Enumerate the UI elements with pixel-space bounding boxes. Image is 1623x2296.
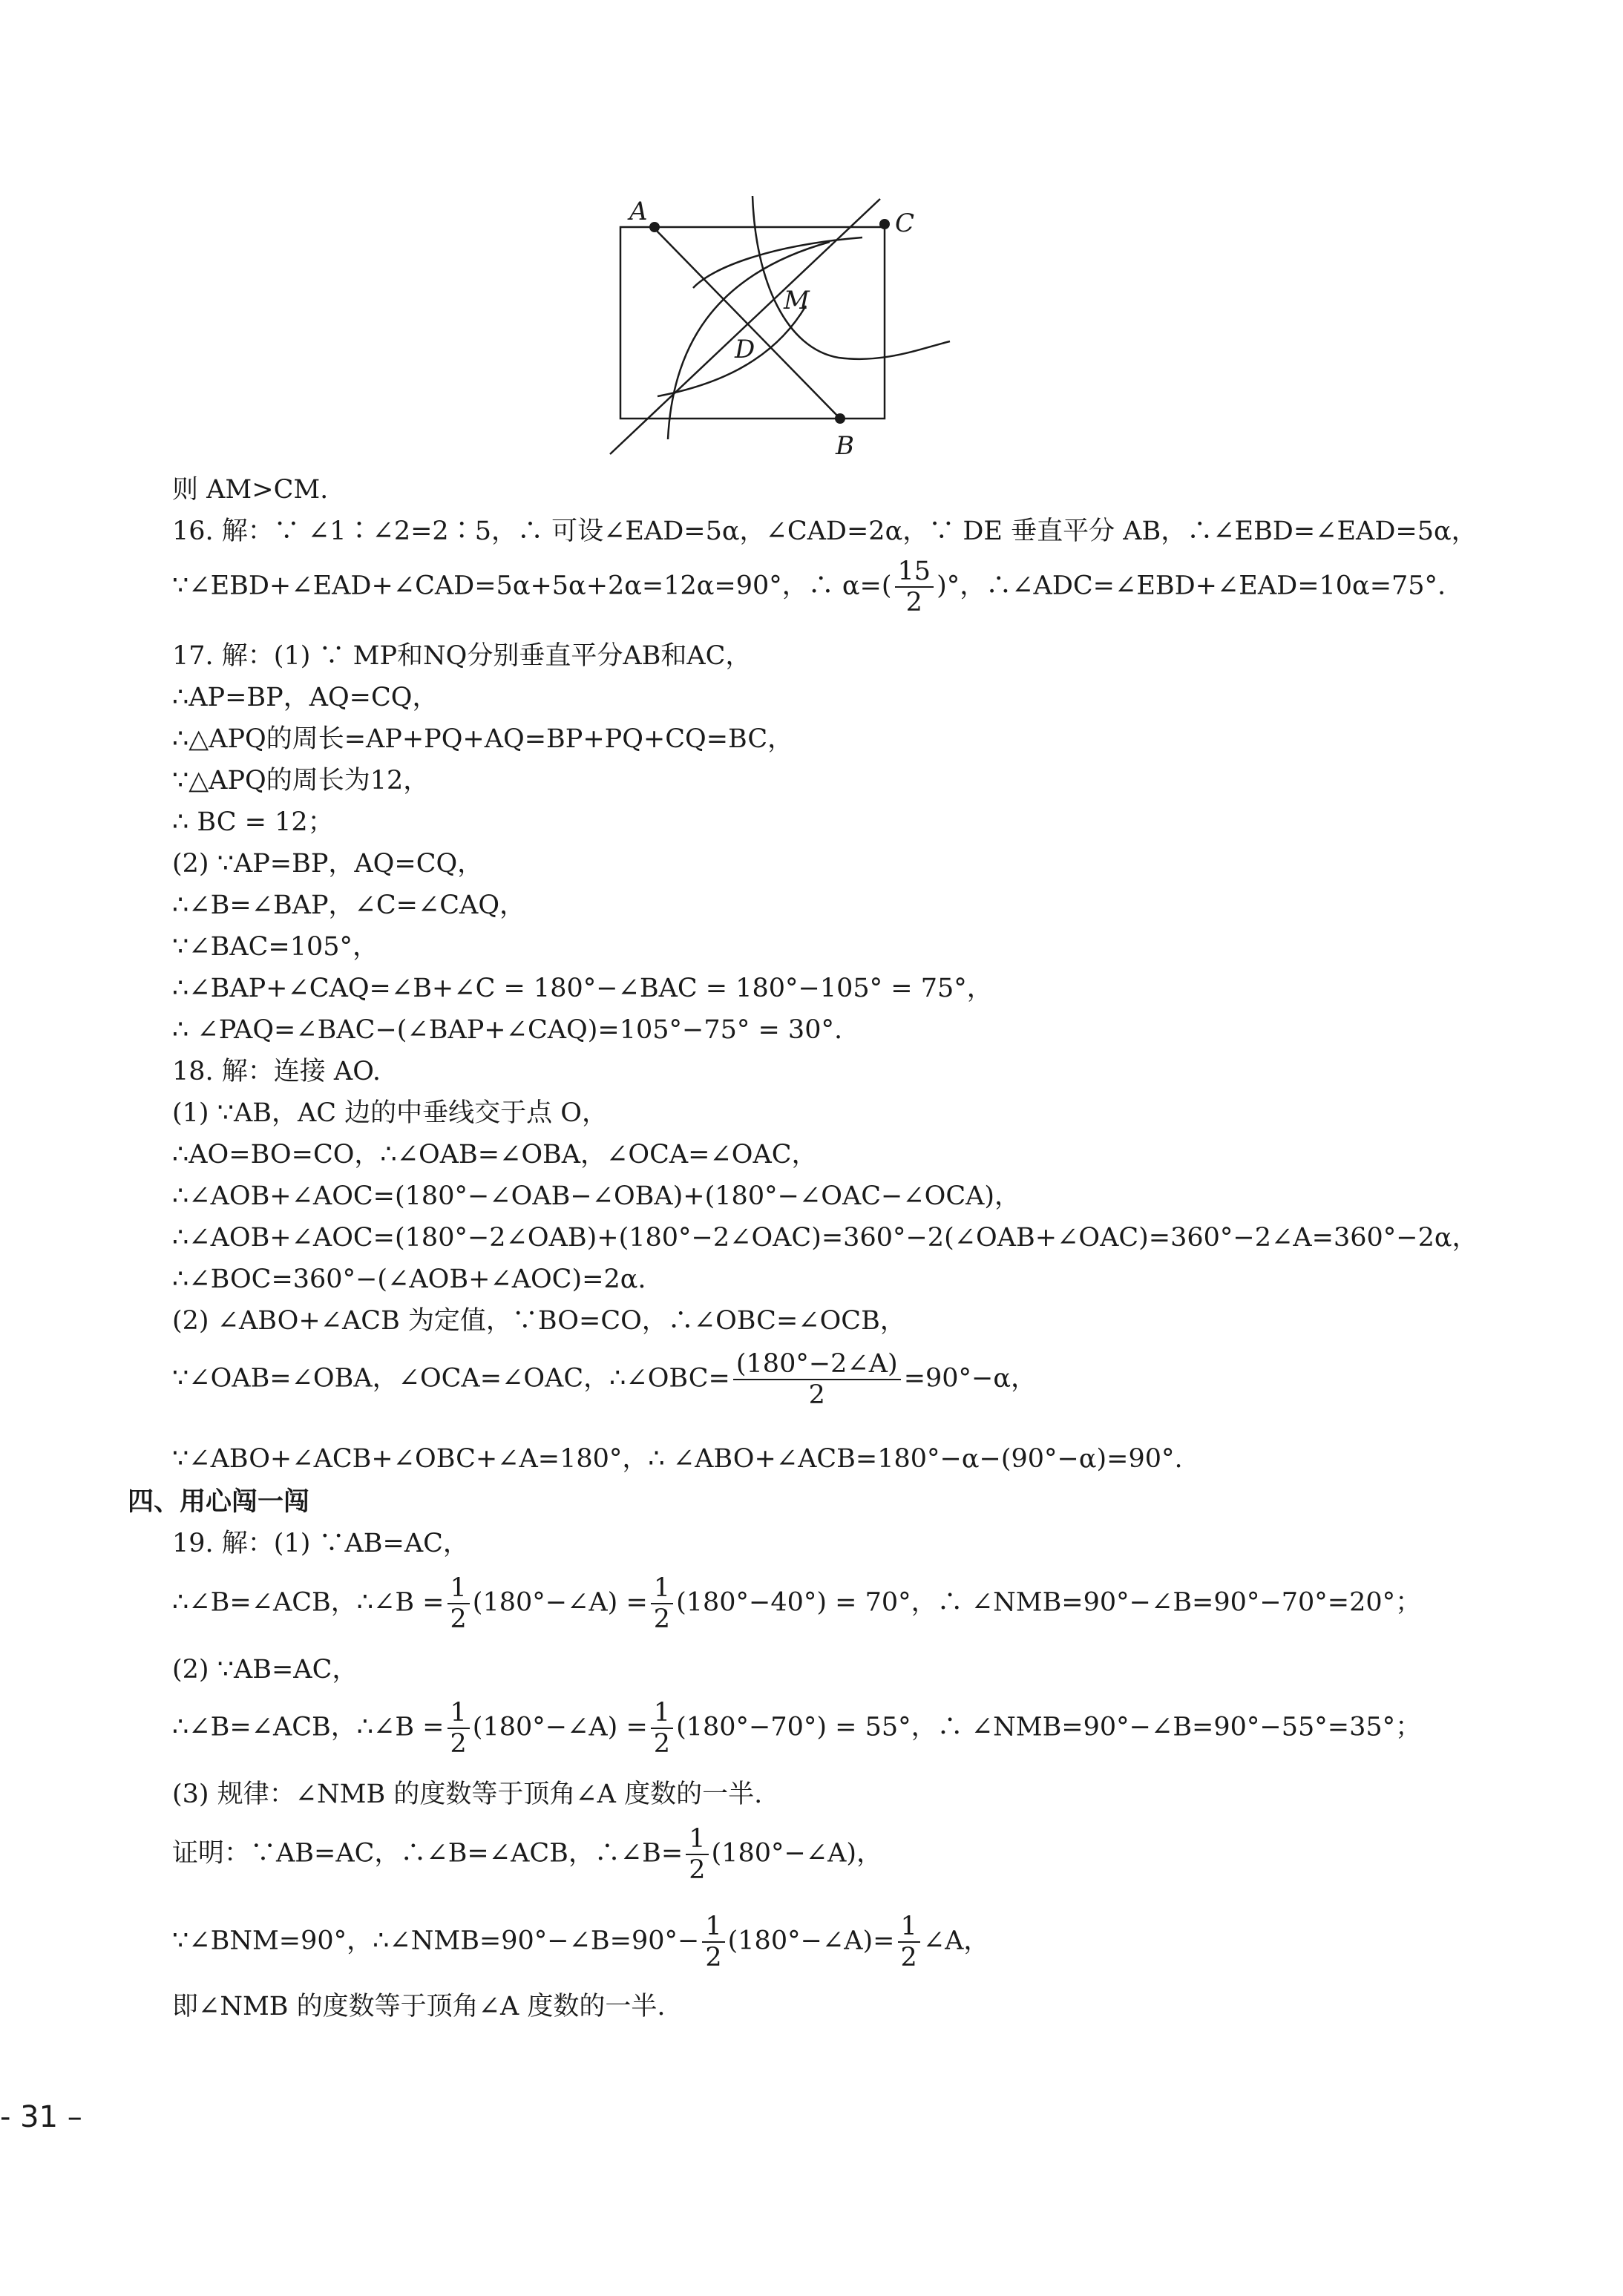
q19-1-text-b: (180°−∠A) =	[472, 1587, 648, 1618]
section-heading-4: 四、用心闯一闯	[128, 1487, 310, 1517]
label-a: A	[629, 197, 648, 226]
line-q17-8: ∵∠BAC=105°，	[172, 932, 379, 962]
fraction-denominator: 2	[808, 1380, 825, 1410]
point-a	[649, 222, 660, 232]
fraction-one-half	[447, 1573, 470, 1634]
q16-text-a: ∵∠EBD+∠EAD+∠CAD=5α+5α+2α=12α=90°，∴ α=(	[172, 571, 892, 601]
proof-text-a: 证明：∵AB=AC，∴∠B=∠ACB，∴∠B=	[172, 1838, 683, 1869]
line-q18-6: ∴∠BOC=360°−(∠AOB+∠AOC)=2α.	[172, 1265, 646, 1294]
line-q19-1: 19. 解：(1) ∵AB=AC，	[172, 1529, 469, 1558]
line-q17-5: ∴ BC = 12；	[172, 807, 334, 837]
fraction-denominator: 2	[905, 588, 922, 617]
line-q19-7	[172, 1912, 989, 1972]
line-q18-3: ∴AO=BO=CO，∴∠OAB=∠OBA，∠OCA=∠OAC，	[172, 1140, 818, 1170]
proof-text-b: (180°−∠A)，	[711, 1838, 883, 1869]
q16-text-b: )°，∴∠ADC=∠EBD+∠EAD=10α=75°.	[937, 571, 1446, 601]
line-q18-7: (2) ∠ABO+∠ACB 为定值，∵BO=CO，∴∠OBC=∠OCB，	[172, 1306, 906, 1336]
line-q19-6	[172, 1824, 882, 1885]
fraction-numerator: 1	[447, 1573, 470, 1604]
line-q19-5: (3) 规律：∠NMB 的度数等于顶角∠A 度数的一半.	[172, 1780, 763, 1809]
fraction-numerator: 1	[898, 1912, 920, 1943]
fraction-numerator: 1	[702, 1912, 724, 1943]
label-c: C	[895, 209, 915, 238]
line-q18-5: ∴∠AOB+∠AOC=(180°−2∠OAB)+(180°−2∠OAC)=360°−2(∠OAB+∠OAC)=360°−2∠A=360°−2α，	[172, 1223, 1478, 1253]
line-q18-2: (1) ∵AB，AC 边的中垂线交于点 O，	[172, 1098, 608, 1128]
fraction-one-half	[686, 1824, 708, 1885]
line-q18-8	[172, 1349, 1037, 1410]
point-b	[835, 413, 845, 424]
fraction-denominator: 2	[450, 1729, 467, 1759]
fraction-one-half	[651, 1573, 673, 1634]
q19-2-text-b: (180°−∠A) =	[472, 1712, 648, 1742]
figure-arc-4	[693, 237, 862, 288]
line-q19-3: (2) ∵AB=AC，	[172, 1655, 358, 1685]
fraction-15-2	[895, 557, 934, 617]
line-q18-1: 18. 解：连接 AO.	[172, 1057, 381, 1086]
line-q19-4	[172, 1698, 1421, 1759]
figure-line-ab	[653, 227, 840, 419]
label-d: D	[735, 335, 755, 364]
line-q17-4: ∵△APQ的周长为12，	[172, 766, 430, 796]
fraction-denominator: 2	[900, 1943, 917, 1972]
figure-rectangle	[620, 227, 885, 419]
fraction-numerator: 1	[651, 1573, 673, 1604]
label-m: M	[784, 286, 810, 315]
line-conclusion-am-cm: 则 AM>CM.	[172, 475, 329, 505]
line-q19-8: 即∠NMB 的度数等于顶角∠A 度数的一半.	[172, 1992, 666, 2021]
fraction-one-half	[898, 1912, 920, 1972]
line-q17-1: 17. 解：(1) ∵ MP和NQ分别垂直平分AB和AC，	[172, 641, 752, 671]
label-b: B	[836, 431, 854, 461]
line-q17-2: ∴AP=BP，AQ=CQ，	[172, 683, 439, 712]
line-q16-1: 16. 解：∵ ∠1∶∠2=2∶5，∴ 可设∠EAD=5α，∠CAD=2α，∵ DE 垂直平分 AB，∴∠EBD=∠EAD=5α，	[172, 516, 1478, 546]
fraction-denominator: 2	[705, 1943, 722, 1972]
fraction-denominator: 2	[653, 1604, 671, 1634]
line-q17-10: ∴ ∠PAQ=∠BAC−(∠BAP+∠CAQ)=105°−75° = 30°.	[172, 1015, 843, 1045]
fraction-numerator: 1	[686, 1824, 708, 1855]
line-q16-2	[172, 557, 1446, 617]
line-q19-2	[172, 1573, 1421, 1634]
point-c	[879, 219, 890, 229]
line-q17-7: ∴∠B=∠BAP，∠C=∠CAQ，	[172, 890, 526, 920]
q19-1-text-c: (180°−40°) = 70°，∴ ∠NMB=90°−∠B=90°−70°=20°；	[676, 1587, 1422, 1618]
fraction-denominator: 2	[450, 1604, 467, 1634]
q18-text-a: ∵∠OAB=∠OBA，∠OCA=∠OAC，∴∠OBC=	[172, 1363, 730, 1394]
figure-arc-3	[753, 196, 950, 359]
page-number: - 31 –	[0, 2100, 82, 2134]
fraction-one-half	[702, 1912, 724, 1972]
fraction-denominator: 2	[689, 1855, 706, 1885]
q19-2-text-c: (180°−70°) = 55°，∴ ∠NMB=90°−∠B=90°−55°=35°；	[676, 1712, 1422, 1742]
fraction-numerator: 15	[895, 557, 934, 588]
fraction-one-half	[447, 1698, 470, 1759]
geometry-figure	[601, 186, 957, 468]
fraction-denominator: 2	[653, 1729, 671, 1759]
fraction-numerator: 1	[447, 1698, 470, 1729]
q19-2-text-a: ∴∠B=∠ACB，∴∠B =	[172, 1712, 445, 1742]
proof-text-d: (180°−∠A)=	[727, 1926, 895, 1956]
figure-arc-2	[658, 306, 806, 396]
line-q18-9: ∵∠ABO+∠ACB+∠OBC+∠A=180°，∴ ∠ABO+∠ACB=180°−α−(90°−α)=90°.	[172, 1444, 1183, 1474]
line-q17-6: (2) ∵AP=BP，AQ=CQ，	[172, 849, 484, 879]
q18-text-b: =90°−α，	[903, 1363, 1037, 1394]
line-q17-9: ∴∠BAP+∠CAQ=∠B+∠C = 180°−∠BAC = 180°−105° = 75°，	[172, 974, 993, 1003]
fraction-one-half	[651, 1698, 673, 1759]
fraction-180-2a-over-2	[733, 1349, 901, 1410]
fraction-numerator: (180°−2∠A)	[733, 1349, 901, 1380]
q19-1-text-a: ∴∠B=∠ACB，∴∠B =	[172, 1587, 445, 1618]
proof-text-c: ∵∠BNM=90°，∴∠NMB=90°−∠B=90°−	[172, 1926, 700, 1956]
proof-text-e: ∠A，	[922, 1926, 990, 1956]
line-q18-4: ∴∠AOB+∠AOC=(180°−∠OAB−∠OBA)+(180°−∠OAC−∠OCA)，	[172, 1181, 1021, 1211]
fraction-numerator: 1	[651, 1698, 673, 1729]
line-q17-3: ∴△APQ的周长=AP+PQ+AQ=BP+PQ+CQ=BC，	[172, 724, 794, 754]
